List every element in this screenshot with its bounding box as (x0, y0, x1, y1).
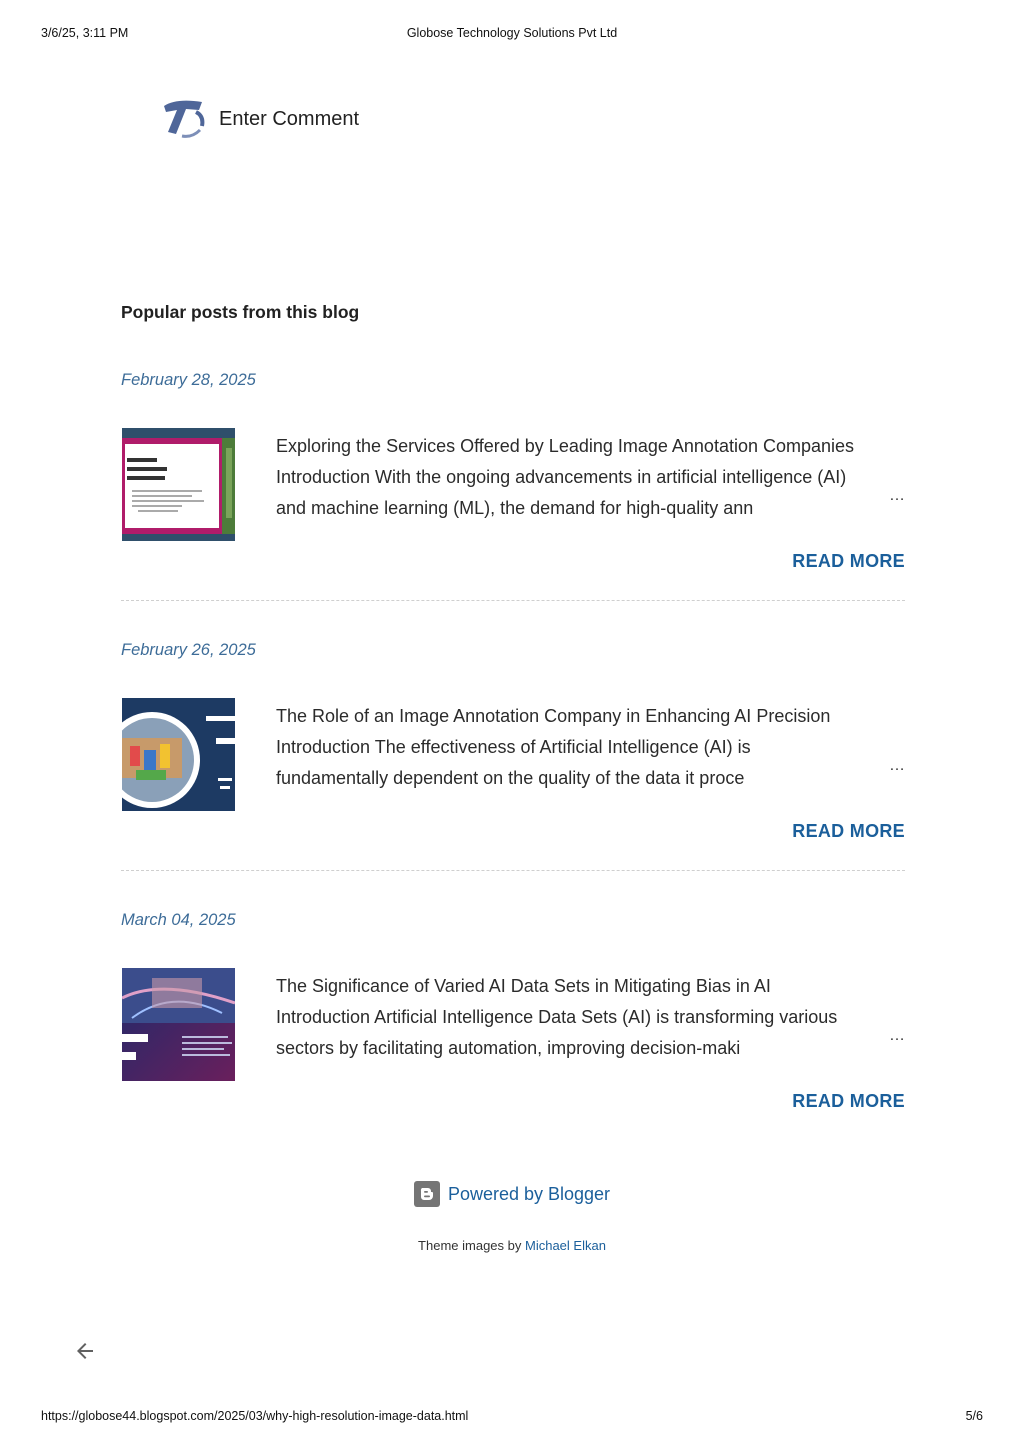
image-annotation-company-thumbnail[interactable] (122, 698, 235, 811)
post-excerpt-line: and machine learning (ML), the demand for high-quality ann (276, 498, 754, 518)
ellipsis-icon: … (889, 1027, 905, 1044)
credits-prefix: Theme images by (418, 1238, 522, 1253)
post-title: The Role of an Image Annotation Company in Enhancing AI Precision (276, 706, 831, 726)
read-more-link[interactable]: READ MORE (792, 551, 905, 571)
popular-post (121, 911, 905, 1151)
image-annotation-companies-thumbnail[interactable] (122, 428, 235, 541)
read-more-link[interactable]: READ MORE (792, 1091, 905, 1111)
blogger-icon (414, 1181, 440, 1207)
post-divider (121, 600, 905, 601)
post-title: Exploring the Services Offered by Leading Image Annotation Companies (276, 436, 855, 456)
post-excerpt-line: Introduction The effectiveness of Artificial Intelligence (AI) is (276, 737, 751, 757)
print-datetime: 3/6/25, 3:11 PM (41, 26, 129, 40)
popular-post (121, 641, 905, 881)
print-url: https://globose44.blogspot.com/2025/03/why-high-resolution-image-data.html (41, 1409, 469, 1423)
ellipsis-icon: … (889, 757, 905, 774)
post-date[interactable]: February 28, 2025 (121, 371, 256, 389)
post-excerpt-line: fundamentally dependent on the quality of the data it proce (276, 768, 745, 788)
post-snippet[interactable] (276, 971, 905, 1064)
enter-comment-label[interactable]: Enter Comment (219, 107, 360, 130)
post-date[interactable]: February 26, 2025 (121, 641, 256, 659)
powered-by-blogger (0, 1181, 1024, 1212)
comment-entry[interactable] (162, 98, 359, 140)
post-excerpt-line: Introduction With the ongoing advancements in artificial intelligence (AI) (276, 467, 847, 487)
print-page-number: 5/6 (965, 1409, 983, 1423)
post-divider (121, 870, 905, 871)
powered-by-link[interactable] (414, 1181, 610, 1207)
arrow-left-icon[interactable] (73, 1339, 97, 1363)
powered-by-label: Powered by Blogger (447, 1183, 611, 1204)
post-excerpt-line: Introduction Artificial Intelligence Data Sets (AI) is transforming various (276, 1007, 838, 1027)
post-date[interactable]: March 04, 2025 (121, 911, 236, 929)
post-title: The Significance of Varied AI Data Sets in Mitigating Bias in AI (276, 976, 771, 996)
theme-credits (0, 1238, 1024, 1253)
post-snippet[interactable] (276, 701, 905, 794)
post-excerpt-line: sectors by facilitating automation, improving decision-maki (276, 1038, 741, 1058)
popular-post (121, 371, 905, 611)
globose-logo-icon (162, 98, 206, 140)
popular-posts-heading: Popular posts from this blog (121, 302, 360, 322)
print-header (41, 26, 983, 42)
print-title: Globose Technology Solutions Pvt Ltd (406, 26, 618, 40)
credits-author-link[interactable]: Michael Elkan (525, 1238, 606, 1253)
ai-data-sets-thumbnail[interactable] (122, 968, 235, 1081)
post-snippet[interactable] (276, 431, 905, 524)
read-more-link[interactable]: READ MORE (792, 821, 905, 841)
ellipsis-icon: … (889, 487, 905, 504)
